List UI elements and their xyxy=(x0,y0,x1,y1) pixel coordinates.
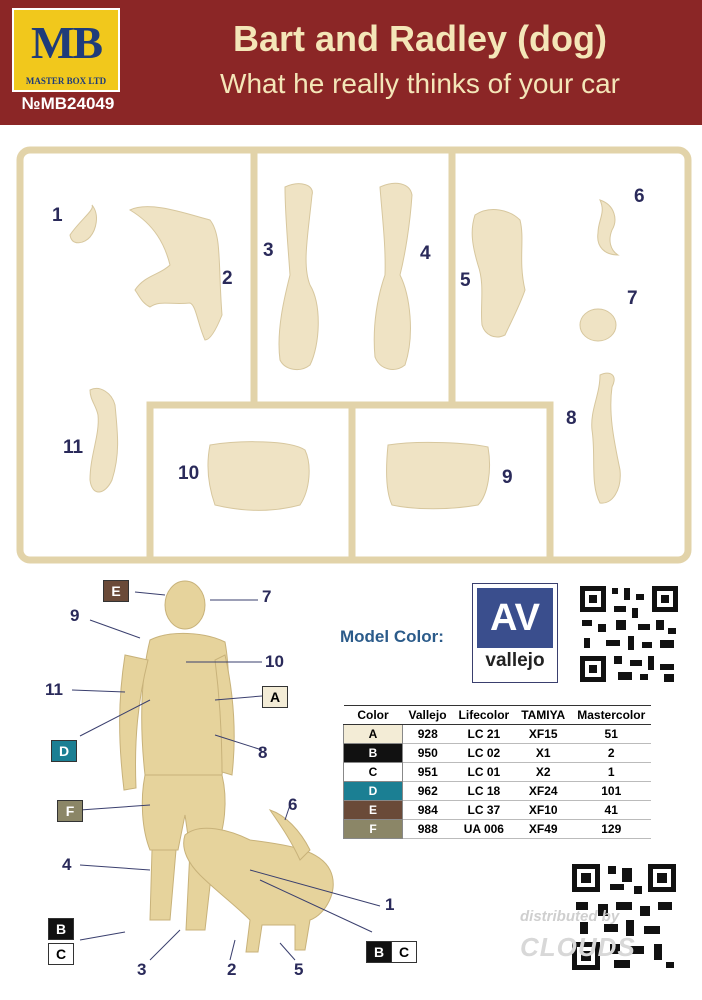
part-label-3: 3 xyxy=(263,240,274,261)
part-label-2: 2 xyxy=(222,268,233,289)
figure-num-5: 5 xyxy=(294,960,304,979)
paint-cell-lifecolor: LC 18 xyxy=(453,782,516,801)
figure-color-box-b-shoe-label: B xyxy=(55,921,67,937)
figure-color-box-b-dog xyxy=(366,941,392,963)
paint-cell-mastercolor: 129 xyxy=(571,820,651,839)
part-label-1: 1 xyxy=(52,205,63,226)
figure-num-11: 11 xyxy=(45,680,63,699)
part-label-8: 8 xyxy=(566,408,577,429)
paint-cell-code: C xyxy=(344,763,403,782)
header-lifecolor: Lifecolor xyxy=(453,706,516,725)
paint-cell-vallejo: 962 xyxy=(403,782,453,801)
figure-num-3: 3 xyxy=(137,960,147,979)
figure-color-box-a-label: A xyxy=(269,689,281,705)
paint-table-row xyxy=(344,782,652,801)
header-banner xyxy=(0,0,702,125)
paint-cell-mastercolor: 2 xyxy=(571,744,651,763)
figure-num-2: 2 xyxy=(227,960,237,979)
header-color: Color xyxy=(344,706,403,725)
paint-table-row xyxy=(344,820,652,839)
logo-mb-text: MB xyxy=(30,17,102,68)
paint-table-header-row xyxy=(344,706,652,725)
figure-color-box-c-shoe xyxy=(48,943,74,965)
paint-cell-tamiya: X2 xyxy=(515,763,571,782)
figure-color-box-a xyxy=(262,686,288,708)
paint-cell-lifecolor: LC 02 xyxy=(453,744,516,763)
vallejo-wordmark: vallejo xyxy=(485,650,545,671)
paint-color-table xyxy=(343,705,651,839)
master-box-logo xyxy=(12,8,120,92)
page-subtitle: What he really thinks of your car xyxy=(220,68,620,99)
figure-color-box-c-dog xyxy=(391,941,417,963)
logo-sub-text: MASTER BOX LTD xyxy=(25,76,107,86)
paint-cell-code: B xyxy=(344,744,403,763)
part-10-torso xyxy=(208,442,309,511)
part-3-leg xyxy=(279,184,318,370)
figure-color-box-c-shoe-label: C xyxy=(55,946,67,962)
figure-color-box-e xyxy=(103,580,129,602)
paint-cell-lifecolor: LC 01 xyxy=(453,763,516,782)
figure-head xyxy=(165,581,205,629)
part-label-7: 7 xyxy=(627,288,638,309)
figure-num-6: 6 xyxy=(288,795,298,814)
paint-cell-mastercolor: 51 xyxy=(571,725,651,744)
page-title: Bart and Radley (dog) xyxy=(232,18,608,59)
part-2-dog-body xyxy=(130,207,222,340)
header-tamiya: TAMIYA xyxy=(515,706,571,725)
paint-cell-vallejo: 984 xyxy=(403,801,453,820)
part-8-arm xyxy=(592,373,621,503)
part-label-4: 4 xyxy=(420,243,431,264)
paint-table-row xyxy=(344,763,652,782)
part-1-shape xyxy=(70,205,96,243)
figure-num-9: 9 xyxy=(70,606,80,625)
header-mastercolor: Mastercolor xyxy=(571,706,651,725)
paint-cell-tamiya: X1 xyxy=(515,744,571,763)
part-5-dog-body xyxy=(472,210,525,337)
figure-torso xyxy=(142,633,229,775)
paint-cell-tamiya: XF24 xyxy=(515,782,571,801)
figure-color-box-b-shoe xyxy=(48,918,74,940)
figure-num-1: 1 xyxy=(385,895,395,914)
paint-cell-tamiya: XF49 xyxy=(515,820,571,839)
part-6-tail xyxy=(598,200,618,255)
part-label-6: 6 xyxy=(634,186,645,207)
paint-cell-vallejo: 928 xyxy=(403,725,453,744)
paint-cell-vallejo: 950 xyxy=(403,744,453,763)
figure-color-box-c-dog-label: C xyxy=(398,944,410,960)
sprue-diagram xyxy=(0,125,702,565)
figure-color-box-e-label: E xyxy=(111,583,121,599)
figure-color-box-b-dog-label: B xyxy=(373,944,385,960)
figure-num-8: 8 xyxy=(258,743,268,762)
qr-code-top xyxy=(578,584,680,684)
paint-cell-vallejo: 951 xyxy=(403,763,453,782)
paint-cell-code: A xyxy=(344,725,403,744)
paint-cell-mastercolor: 41 xyxy=(571,801,651,820)
part-4-leg xyxy=(374,183,412,369)
paint-table-row xyxy=(344,801,652,820)
header-vallejo: Vallejo xyxy=(403,706,453,725)
part-11-arm xyxy=(90,388,118,492)
part-label-9: 9 xyxy=(502,467,513,488)
figure-color-box-d xyxy=(51,740,77,762)
part-label-5: 5 xyxy=(460,270,471,291)
part-7-head xyxy=(580,309,616,341)
figure-num-10: 10 xyxy=(265,652,284,671)
paint-cell-mastercolor: 1 xyxy=(571,763,651,782)
paint-cell-mastercolor: 101 xyxy=(571,782,651,801)
paint-cell-lifecolor: UA 006 xyxy=(453,820,516,839)
paint-cell-code: D xyxy=(344,782,403,801)
part-label-10: 10 xyxy=(178,463,200,484)
model-color-label: Model Color: xyxy=(340,627,444,646)
part-9-torso xyxy=(387,442,490,508)
distributor-watermark: distributed by xyxy=(520,908,620,925)
figure-color-box-f xyxy=(57,800,83,822)
paint-cell-tamiya: XF10 xyxy=(515,801,571,820)
paint-cell-tamiya: XF15 xyxy=(515,725,571,744)
figure-num-4: 4 xyxy=(62,855,72,874)
figure-color-box-d-label: D xyxy=(58,743,70,759)
vallejo-av-mark: AV xyxy=(477,588,553,648)
figure-color-box-f-label: F xyxy=(65,803,75,819)
figure-num-7: 7 xyxy=(262,587,272,606)
paint-cell-lifecolor: LC 37 xyxy=(453,801,516,820)
figure-left-leg xyxy=(150,850,176,920)
kit-number: №MB24049 xyxy=(21,94,115,113)
paint-cell-vallejo: 988 xyxy=(403,820,453,839)
paint-cell-code: F xyxy=(344,820,403,839)
paint-cell-lifecolor: LC 21 xyxy=(453,725,516,744)
paint-table-row xyxy=(344,744,652,763)
part-label-11: 11 xyxy=(63,437,84,458)
distributor-watermark-brand: CLOUDS xyxy=(520,932,636,962)
vallejo-logo xyxy=(472,583,558,683)
sprue-frame xyxy=(20,150,688,560)
paint-cell-code: E xyxy=(344,801,403,820)
paint-table-row xyxy=(344,725,652,744)
